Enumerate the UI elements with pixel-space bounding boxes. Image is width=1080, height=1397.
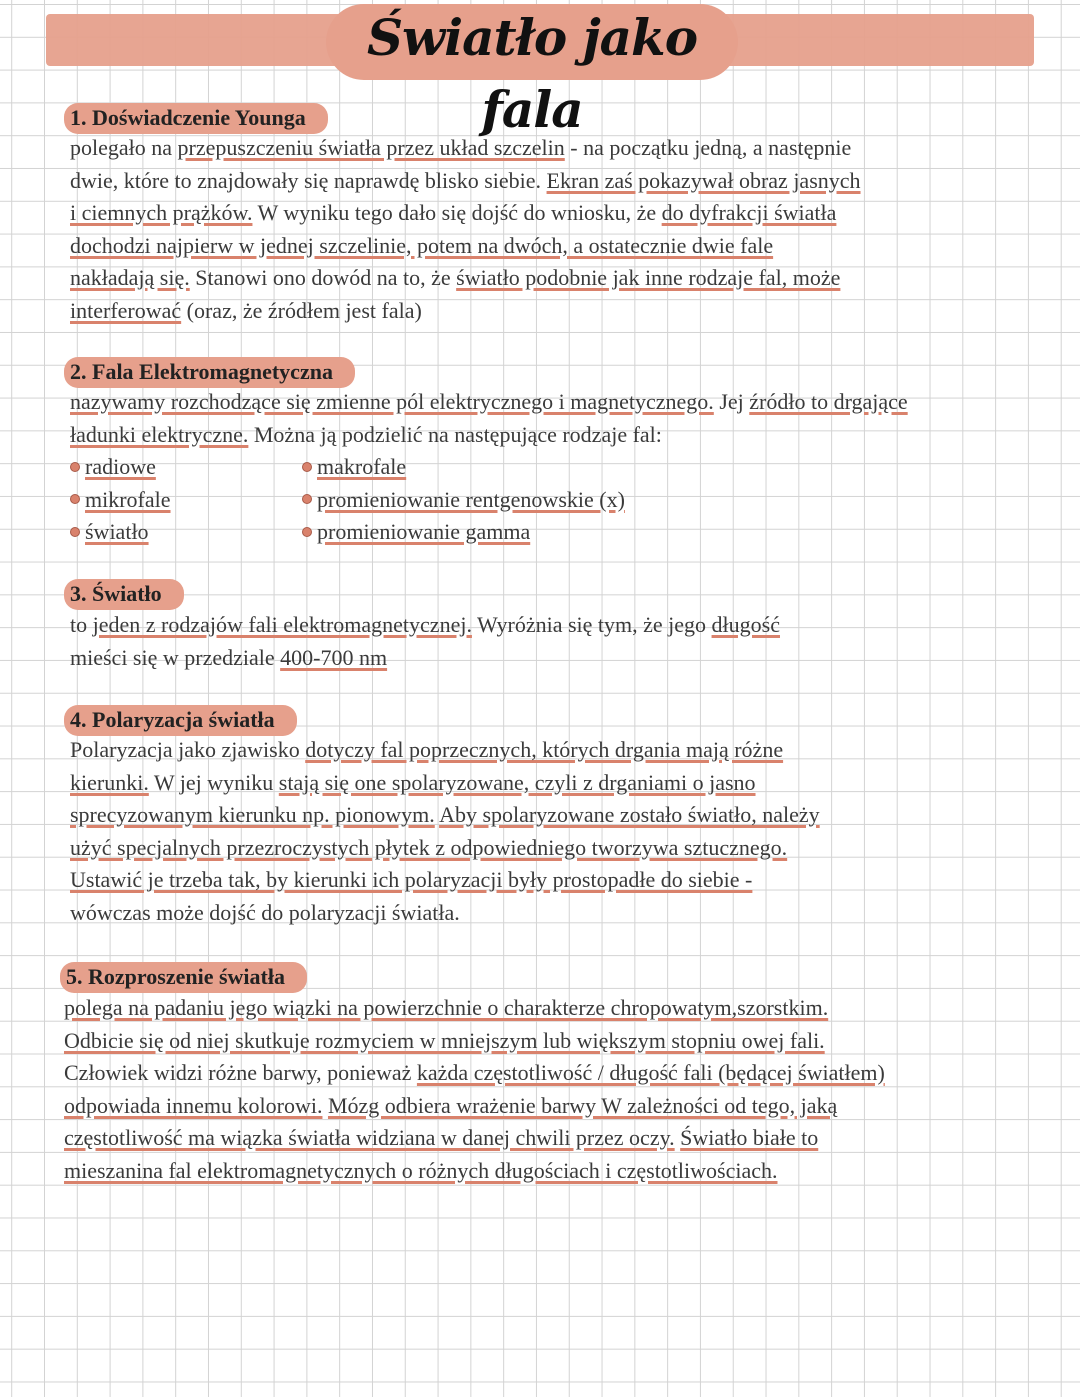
list-item-label: makrofale bbox=[317, 454, 407, 479]
text-segment: W jej wyniku bbox=[148, 769, 279, 795]
text-segment: polegało na bbox=[70, 135, 178, 160]
text-line bbox=[70, 262, 861, 295]
highlighted-phrase: 400-700 nm bbox=[280, 644, 388, 670]
highlighted-phrase: kierunki. bbox=[70, 769, 149, 795]
section-body-scattering bbox=[64, 992, 885, 1187]
highlighted-phrase: jeden z rodzajów fali elektromagnetycznej. bbox=[92, 612, 472, 637]
highlighted-phrase: światło podobnie jak inne rodzaje fal, może bbox=[456, 265, 841, 290]
text-line bbox=[70, 767, 820, 800]
list-item bbox=[70, 516, 171, 549]
text-line bbox=[70, 197, 861, 230]
highlighted-phrase: częstotliwość ma wiązka światła widziana w danej chwili przez oczy. bbox=[64, 1125, 675, 1150]
highlighted-phrase: stają się one spolaryzowane, czyli z drganiami o jasno bbox=[278, 769, 756, 795]
section-body-polarization bbox=[70, 734, 820, 929]
text-segment: Stanowi ono dowód na to, że bbox=[189, 265, 457, 290]
list-item-label: światło bbox=[85, 519, 149, 544]
list-item bbox=[302, 484, 625, 517]
section-body-light bbox=[70, 609, 780, 674]
text-segment: - na początku jedną, a następnie bbox=[564, 135, 852, 160]
highlighted-phrase: interferować bbox=[70, 297, 182, 323]
text-segment: W wyniku tego dało się dojść do wniosku, że bbox=[252, 200, 662, 225]
list-item bbox=[70, 484, 171, 517]
highlighted-phrase: Światło białe to bbox=[680, 1125, 819, 1150]
text-line bbox=[64, 1090, 885, 1123]
bullet-dot-icon bbox=[70, 494, 80, 504]
text-line bbox=[70, 132, 861, 165]
text-segment: Można ją podzielić na następujące rodzaje fal: bbox=[248, 421, 662, 447]
section-heading-em-wave: 2. Fala Elektromagnetyczna bbox=[64, 357, 355, 388]
highlighted-phrase: sprecyzowanym kierunku np. pionowym. bbox=[70, 802, 435, 827]
text-line bbox=[64, 1122, 885, 1155]
highlighted-phrase: nakładają się. bbox=[70, 265, 190, 290]
highlighted-phrase: ładunki elektryczne. bbox=[70, 421, 249, 447]
highlighted-phrase: przepuszczeniu światła przez układ szczelin bbox=[177, 135, 565, 160]
wave-types-list-left bbox=[70, 451, 171, 549]
highlighted-phrase: Ustawić je trzeba tak, by kierunki ich polaryzacji były prostopadłe do siebie - bbox=[70, 867, 753, 892]
highlighted-phrase: do dyfrakcji światła bbox=[661, 200, 837, 225]
bullet-dot-icon bbox=[302, 462, 312, 472]
text-line bbox=[70, 897, 820, 930]
highlighted-phrase: polega na padaniu jego wiązki na powierzchnie o charakterze chropowatym,szorstkim. bbox=[64, 995, 829, 1020]
highlighted-phrase: Mózg odbiera wrażenie barwy W zależności od tego, jaką bbox=[327, 1092, 838, 1118]
text-line bbox=[70, 230, 861, 263]
highlighted-phrase: każda częstotliwość / długość fali (będącej światłem) bbox=[416, 1060, 885, 1085]
section-heading-young: 1. Doświadczenie Younga bbox=[64, 103, 328, 134]
section-body-young bbox=[70, 132, 861, 327]
list-item bbox=[302, 516, 625, 549]
highlighted-phrase: odpowiada innemu kolorowi. bbox=[64, 1092, 323, 1118]
text-line bbox=[70, 419, 908, 452]
text-segment: dwie, które to znajdowały się naprawdę blisko siebie. bbox=[70, 167, 547, 193]
list-item bbox=[302, 451, 625, 484]
text-line bbox=[64, 1025, 885, 1058]
section-body-em-wave bbox=[70, 386, 908, 451]
highlighted-phrase: długość bbox=[711, 612, 780, 637]
text-line bbox=[70, 864, 820, 897]
list-item-label: promieniowanie rentgenowskie (x) bbox=[317, 486, 625, 512]
highlighted-phrase: dotyczy fal poprzecznych, których drgania mają różne bbox=[305, 737, 784, 762]
wave-types-list-right bbox=[302, 451, 625, 549]
list-item-label: mikrofale bbox=[85, 486, 171, 512]
text-line bbox=[70, 165, 861, 198]
text-segment: Polaryzacja jako zjawisko bbox=[70, 737, 306, 762]
text-line bbox=[64, 992, 885, 1025]
text-line bbox=[70, 799, 820, 832]
text-segment: (oraz, że źródłem jest fala) bbox=[181, 297, 422, 323]
list-item bbox=[70, 451, 171, 484]
section-heading-polarization: 4. Polaryzacja światła bbox=[64, 705, 297, 736]
text-segment: Jej bbox=[713, 389, 750, 414]
section-heading-light: 3. Światło bbox=[64, 579, 184, 610]
highlighted-phrase: źródło to drgające bbox=[749, 389, 908, 414]
text-segment: mieści się w przedziale bbox=[70, 644, 281, 670]
bullet-dot-icon bbox=[70, 527, 80, 537]
text-line bbox=[64, 1155, 885, 1188]
list-item-label: radiowe bbox=[85, 454, 156, 479]
text-line bbox=[70, 609, 780, 642]
text-segment: to bbox=[70, 612, 93, 637]
text-segment: Wyróżnia się tym, że jego bbox=[471, 612, 712, 637]
text-line bbox=[64, 1057, 885, 1090]
bullet-dot-icon bbox=[302, 494, 312, 504]
text-line bbox=[70, 295, 861, 328]
text-line bbox=[70, 734, 820, 767]
highlighted-phrase: mieszanina fal elektromagnetycznych o różnych długościach i częstotliwościach. bbox=[64, 1157, 778, 1183]
text-line bbox=[70, 386, 908, 419]
highlighted-phrase: Ekran zaś pokazywał obraz jasnych bbox=[546, 167, 861, 193]
page-title: Światło jako fala bbox=[366, 8, 698, 139]
text-segment: Człowiek widzi różne barwy, ponieważ bbox=[64, 1060, 417, 1085]
text-line bbox=[70, 642, 780, 675]
highlighted-phrase: Odbicie się od niej skutkuje rozmyciem w mniejszym lub większym stopniu owej fali. bbox=[64, 1027, 825, 1053]
highlighted-phrase: Aby spolaryzowane zostało światło, należy bbox=[439, 802, 820, 827]
list-item-label: promieniowanie gamma bbox=[317, 519, 531, 544]
highlighted-phrase: dochodzi najpierw w jednej szczelinie, potem na dwóch, a ostatecznie dwie fale bbox=[70, 232, 774, 258]
highlighted-phrase: i ciemnych prążków. bbox=[70, 200, 253, 225]
bullet-dot-icon bbox=[70, 462, 80, 472]
text-segment: wówczas może dojść do polaryzacji światła. bbox=[70, 899, 460, 925]
text-line bbox=[70, 832, 820, 865]
highlighted-phrase: nazywamy rozchodzące się zmienne pól elektrycznego i magnetycznego. bbox=[70, 389, 714, 414]
highlighted-phrase: użyć specjalnych przezroczystych płytek z odpowiedniego tworzywa sztucznego. bbox=[70, 834, 788, 860]
bullet-dot-icon bbox=[302, 527, 312, 537]
section-heading-scattering: 5. Rozproszenie światła bbox=[60, 962, 307, 993]
